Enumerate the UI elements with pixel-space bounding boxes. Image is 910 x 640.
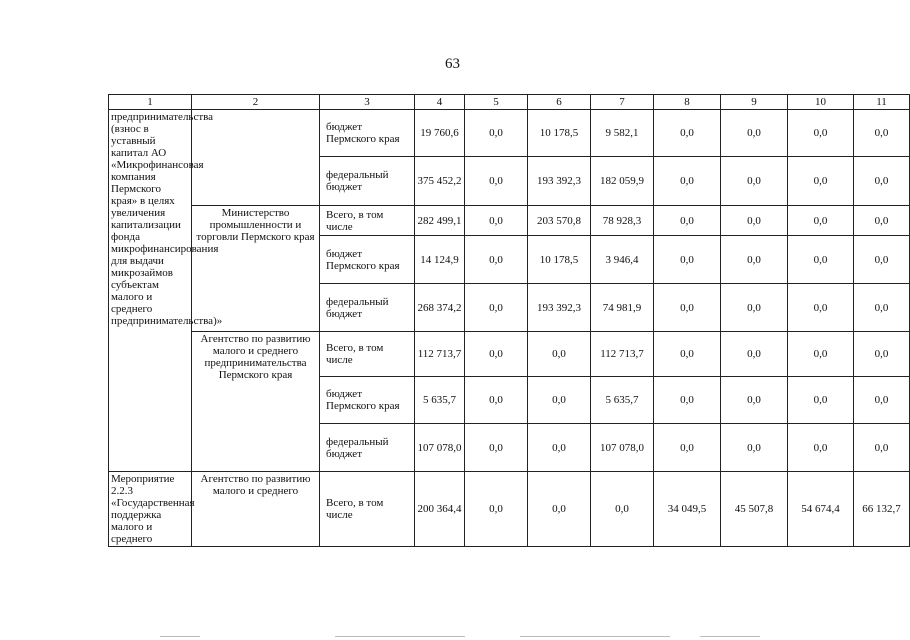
value-cell: 66 132,7 — [854, 472, 910, 547]
value-cell: 19 760,6 — [415, 110, 465, 157]
value-cell: 3 946,4 — [591, 236, 654, 284]
value-cell: 0,0 — [788, 424, 854, 472]
budget-table — [108, 94, 910, 547]
value-cell: 0,0 — [528, 424, 591, 472]
value-cell: 74 981,9 — [591, 284, 654, 332]
page-number: 63 — [445, 56, 460, 72]
value-cell: 0,0 — [854, 377, 910, 424]
value-cell: 0,0 — [721, 206, 788, 236]
value-cell: 0,0 — [854, 110, 910, 157]
value-cell: 0,0 — [788, 110, 854, 157]
value-cell: 0,0 — [854, 236, 910, 284]
value-cell: 0,0 — [465, 332, 528, 377]
value-cell: 0,0 — [465, 424, 528, 472]
value-cell: 0,0 — [854, 284, 910, 332]
value-cell: 182 059,9 — [591, 157, 654, 206]
source-cell: федеральный бюджет — [320, 284, 415, 332]
value-cell: 112 713,7 — [591, 332, 654, 377]
value-cell: 193 392,3 — [528, 284, 591, 332]
source-cell: бюджет Пермского края — [320, 377, 415, 424]
value-cell: 78 928,3 — [591, 206, 654, 236]
value-cell: 0,0 — [654, 110, 721, 157]
table-row — [109, 332, 910, 377]
footer-divider — [520, 636, 670, 637]
footer-divider — [335, 636, 465, 637]
value-cell: 0,0 — [465, 284, 528, 332]
value-cell: 282 499,1 — [415, 206, 465, 236]
executor-cell: Министерство промышленности и торговли Пермского края — [192, 206, 320, 332]
value-cell: 0,0 — [854, 332, 910, 377]
value-cell: 107 078,0 — [415, 424, 465, 472]
value-cell: 0,0 — [465, 236, 528, 284]
value-cell: 203 570,8 — [528, 206, 591, 236]
header-cell: 9 — [721, 95, 788, 110]
value-cell: 0,0 — [721, 332, 788, 377]
value-cell: 0,0 — [528, 332, 591, 377]
value-cell: 10 178,5 — [528, 110, 591, 157]
value-cell: 0,0 — [528, 377, 591, 424]
executor-cell: Агентство по развитию малого и среднего предпринимательства Пермского края — [192, 332, 320, 472]
value-cell: 0,0 — [854, 157, 910, 206]
value-cell: 0,0 — [788, 284, 854, 332]
value-cell: 45 507,8 — [721, 472, 788, 547]
value-cell: 0,0 — [465, 472, 528, 547]
value-cell: 0,0 — [465, 206, 528, 236]
source-cell: Всего, в том числе — [320, 332, 415, 377]
table-row — [109, 206, 910, 236]
value-cell: 0,0 — [654, 284, 721, 332]
header-cell: 5 — [465, 95, 528, 110]
value-cell: 0,0 — [788, 157, 854, 206]
value-cell: 375 452,2 — [415, 157, 465, 206]
value-cell: 0,0 — [854, 424, 910, 472]
value-cell: 0,0 — [788, 236, 854, 284]
header-cell: 10 — [788, 95, 854, 110]
value-cell: 0,0 — [788, 332, 854, 377]
value-cell: 0,0 — [721, 377, 788, 424]
value-cell: 0,0 — [721, 236, 788, 284]
header-row — [109, 95, 910, 110]
value-cell: 112 713,7 — [415, 332, 465, 377]
value-cell: 0,0 — [465, 157, 528, 206]
header-cell: 7 — [591, 95, 654, 110]
value-cell: 0,0 — [654, 332, 721, 377]
table-row — [109, 110, 910, 157]
value-cell: 268 374,2 — [415, 284, 465, 332]
header-cell: 11 — [854, 95, 910, 110]
event-name-cell: предпринимательства (взнос в уставный капитал АО «Микрофинансовая компания Пермского края» в целях увеличения капитализации фонда микрофинансирования для выдачи микрозаймов субъектам малого и среднего предпринимательства)» — [109, 110, 192, 472]
value-cell: 0,0 — [465, 377, 528, 424]
value-cell: 0,0 — [721, 424, 788, 472]
value-cell: 0,0 — [591, 472, 654, 547]
value-cell: 0,0 — [654, 377, 721, 424]
value-cell: 200 364,4 — [415, 472, 465, 547]
value-cell: 0,0 — [654, 206, 721, 236]
value-cell: 0,0 — [465, 110, 528, 157]
header-cell: 1 — [109, 95, 192, 110]
value-cell: 14 124,9 — [415, 236, 465, 284]
source-cell: бюджет Пермского края — [320, 236, 415, 284]
value-cell: 9 582,1 — [591, 110, 654, 157]
value-cell: 5 635,7 — [415, 377, 465, 424]
source-cell: федеральный бюджет — [320, 424, 415, 472]
header-cell: 4 — [415, 95, 465, 110]
source-cell: федеральный бюджет — [320, 157, 415, 206]
source-cell: бюджет Пермского края — [320, 110, 415, 157]
value-cell: 10 178,5 — [528, 236, 591, 284]
value-cell: 0,0 — [721, 284, 788, 332]
executor-cell-empty — [192, 110, 320, 206]
source-cell: Всего, в том числе — [320, 472, 415, 547]
header-cell: 3 — [320, 95, 415, 110]
value-cell: 34 049,5 — [654, 472, 721, 547]
value-cell: 0,0 — [721, 157, 788, 206]
value-cell: 0,0 — [654, 157, 721, 206]
footer-divider — [700, 636, 760, 637]
footer-divider — [160, 636, 200, 637]
value-cell: 0,0 — [654, 236, 721, 284]
executor-cell: Агентство по развитию малого и среднего — [192, 472, 320, 547]
source-cell: Всего, в том числе — [320, 206, 415, 236]
header-cell: 2 — [192, 95, 320, 110]
value-cell: 0,0 — [788, 206, 854, 236]
event-name-cell: Мероприятие 2.2.3 «Государственная поддержка малого и среднего — [109, 472, 192, 547]
value-cell: 0,0 — [721, 110, 788, 157]
value-cell: 0,0 — [654, 424, 721, 472]
table-row — [109, 472, 910, 547]
value-cell: 0,0 — [854, 206, 910, 236]
value-cell: 0,0 — [528, 472, 591, 547]
value-cell: 0,0 — [788, 377, 854, 424]
value-cell: 5 635,7 — [591, 377, 654, 424]
value-cell: 107 078,0 — [591, 424, 654, 472]
value-cell: 54 674,4 — [788, 472, 854, 547]
header-cell: 8 — [654, 95, 721, 110]
value-cell: 193 392,3 — [528, 157, 591, 206]
header-cell: 6 — [528, 95, 591, 110]
